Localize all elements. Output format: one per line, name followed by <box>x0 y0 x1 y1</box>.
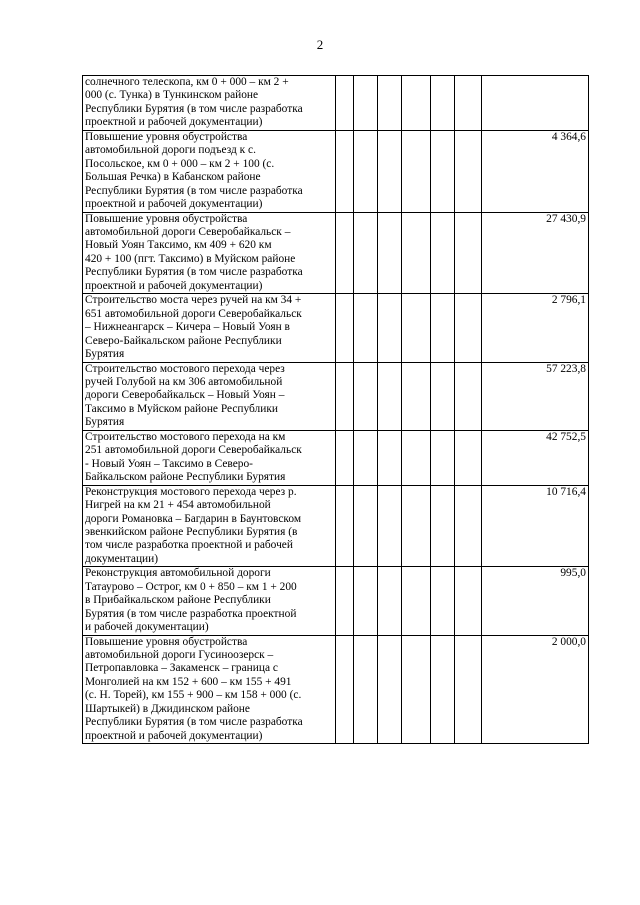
empty-cell <box>378 567 402 635</box>
description-line: Строительство мостового перехода на км <box>85 430 286 443</box>
empty-cell <box>354 430 378 485</box>
description-line: Реконструкция мостового перехода через р. <box>85 485 297 498</box>
description-line: Республики Бурятия (в том числе разработка <box>85 102 303 115</box>
description-line: Бурятия <box>85 416 125 429</box>
empty-cell <box>402 430 431 485</box>
description-line: том числе разработка проектной и рабочей <box>85 539 293 552</box>
project-description <box>83 130 336 212</box>
description-line: в Прибайкальском районе Республики <box>85 594 271 607</box>
description-line: и рабочей документации) <box>85 621 209 634</box>
description-line: дороги Северобайкальск – Новый Уоян – <box>85 389 285 402</box>
empty-cell <box>354 485 378 567</box>
empty-cell <box>402 76 431 131</box>
description-line: - Новый Уоян – Таксимо в Северо- <box>85 457 253 470</box>
description-line: – Нижнеангарск – Кичера – Новый Уоян в <box>85 321 290 334</box>
page-number: 2 <box>316 37 324 52</box>
amount-cell: 4 364,6 <box>482 130 589 212</box>
project-description <box>83 430 336 485</box>
description-line: Бурятия (в том числе разработка проектной <box>85 607 297 620</box>
amount-cell: 995,0 <box>482 567 589 635</box>
table-row <box>83 362 589 430</box>
empty-cell <box>378 635 402 744</box>
description-line: 251 автомобильной дороги Северобайкальск <box>85 444 302 457</box>
description-line: Монголией на км 152 + 600 – км 155 + 491 <box>85 675 292 688</box>
empty-cell <box>431 362 455 430</box>
description-line: Повышение уровня обустройства <box>85 130 248 143</box>
description-line: проектной и рабочей документации) <box>85 116 263 129</box>
description-line: Строительство мостового перехода через <box>85 362 285 375</box>
description-line: Реконструкция автомобильной дороги <box>85 567 271 580</box>
empty-cell <box>431 294 455 362</box>
table-row <box>83 635 589 744</box>
description-line: (с. Н. Торей), км 155 + 900 – км 158 + 000 (с. <box>85 689 302 702</box>
description-line: Республики Бурятия (в том числе разработка <box>85 184 303 197</box>
table-row <box>83 485 589 567</box>
empty-cell <box>336 362 354 430</box>
empty-cell <box>354 567 378 635</box>
amount-cell: 2 000,0 <box>482 635 589 744</box>
description-line: Бурятия <box>85 348 125 361</box>
empty-cell <box>431 635 455 744</box>
empty-cell <box>431 430 455 485</box>
empty-cell <box>431 212 455 294</box>
empty-cell <box>354 635 378 744</box>
empty-cell <box>378 212 402 294</box>
description-line: дороги Романовка – Багдарин в Баунтовском <box>85 512 302 525</box>
table-row <box>83 430 589 485</box>
empty-cell <box>402 635 431 744</box>
empty-cell <box>336 485 354 567</box>
empty-cell <box>336 635 354 744</box>
empty-cell <box>431 567 455 635</box>
description-line: проектной и рабочей документации) <box>85 198 263 211</box>
project-description <box>83 567 336 635</box>
description-line: Строительство моста через ручей на км 34 + <box>85 294 302 307</box>
empty-cell <box>402 567 431 635</box>
description-line: автомобильной дороги Северобайкальск – <box>85 225 291 238</box>
table-body <box>83 76 589 744</box>
empty-cell <box>378 485 402 567</box>
project-description <box>83 76 336 131</box>
description-line: 420 + 100 (пгт. Таксимо) в Муйском районе <box>85 252 296 265</box>
empty-cell <box>455 294 482 362</box>
project-description <box>83 362 336 430</box>
empty-cell <box>378 294 402 362</box>
empty-cell <box>336 430 354 485</box>
empty-cell <box>455 567 482 635</box>
empty-cell <box>354 212 378 294</box>
amount-cell: 10 716,4 <box>482 485 589 567</box>
table-row <box>83 294 589 362</box>
description-line: проектной и рабочей документации) <box>85 729 263 742</box>
empty-cell <box>402 485 431 567</box>
empty-cell <box>431 485 455 567</box>
description-line: Таксимо в Муйском районе Республики <box>85 402 278 415</box>
funding-table <box>82 75 589 744</box>
project-description <box>83 212 336 294</box>
description-line: 651 автомобильной дороги Северобайкальск <box>85 307 302 320</box>
project-description <box>83 294 336 362</box>
description-line: Северо-Байкальском районе Республики <box>85 334 282 347</box>
empty-cell <box>431 130 455 212</box>
amount-cell: 57 223,8 <box>482 362 589 430</box>
empty-cell <box>455 635 482 744</box>
description-line: Посольское, км 0 + 000 – км 2 + 100 (с. <box>85 157 275 170</box>
description-line: Байкальском районе Республики Бурятия <box>85 471 286 484</box>
description-line: Петропавловка – Закаменск – граница с <box>85 662 278 675</box>
empty-cell <box>431 76 455 131</box>
empty-cell <box>336 76 354 131</box>
table-row <box>83 130 589 212</box>
description-line: автомобильной дороги подъезд к с. <box>85 144 256 157</box>
empty-cell <box>378 430 402 485</box>
empty-cell <box>455 485 482 567</box>
empty-cell <box>455 212 482 294</box>
empty-cell <box>402 362 431 430</box>
description-line: документации) <box>85 552 159 565</box>
description-line: Повышение уровня обустройства <box>85 635 248 648</box>
description-line: Республики Бурятия (в том числе разработка <box>85 716 303 729</box>
amount-cell: 2 796,1 <box>482 294 589 362</box>
amount-cell <box>482 76 589 131</box>
description-line: автомобильной дороги Гусиноозерск – <box>85 649 274 662</box>
empty-cell <box>354 362 378 430</box>
description-line: солнечного телескопа, км 0 + 000 – км 2 + <box>85 76 289 88</box>
table-row <box>83 76 589 131</box>
description-line: эвенкийском районе Республики Бурятия (в <box>85 525 298 538</box>
empty-cell <box>455 430 482 485</box>
empty-cell <box>336 130 354 212</box>
empty-cell <box>402 130 431 212</box>
description-line: ручей Голубой на км 306 автомобильной <box>85 375 283 388</box>
empty-cell <box>455 130 482 212</box>
description-line: Татаурово – Острог, км 0 + 850 – км 1 + 200 <box>85 580 297 593</box>
table-row <box>83 212 589 294</box>
description-line: Новый Уоян Таксимо, км 409 + 620 км <box>85 239 272 252</box>
empty-cell <box>402 212 431 294</box>
empty-cell <box>336 212 354 294</box>
description-line: Повышение уровня обустройства <box>85 212 248 225</box>
empty-cell <box>354 294 378 362</box>
project-description <box>83 485 336 567</box>
empty-cell <box>378 130 402 212</box>
amount-cell: 42 752,5 <box>482 430 589 485</box>
description-line: Республики Бурятия (в том числе разработка <box>85 266 303 279</box>
description-line: Шартыкей) в Джидинском районе <box>85 702 250 715</box>
project-description <box>83 635 336 744</box>
description-line: Нигрей на км 21 + 454 автомобильной <box>85 499 271 512</box>
empty-cell <box>378 362 402 430</box>
empty-cell <box>354 130 378 212</box>
empty-cell <box>336 294 354 362</box>
amount-cell: 27 430,9 <box>482 212 589 294</box>
empty-cell <box>455 362 482 430</box>
empty-cell <box>455 76 482 131</box>
description-line: проектной и рабочей документации) <box>85 279 263 292</box>
empty-cell <box>378 76 402 131</box>
empty-cell <box>336 567 354 635</box>
table-row <box>83 567 589 635</box>
description-line: Большая Речка) в Кабанском районе <box>85 171 261 184</box>
description-line: 000 (с. Тунка) в Тункинском районе <box>85 89 259 102</box>
empty-cell <box>354 76 378 131</box>
empty-cell <box>402 294 431 362</box>
